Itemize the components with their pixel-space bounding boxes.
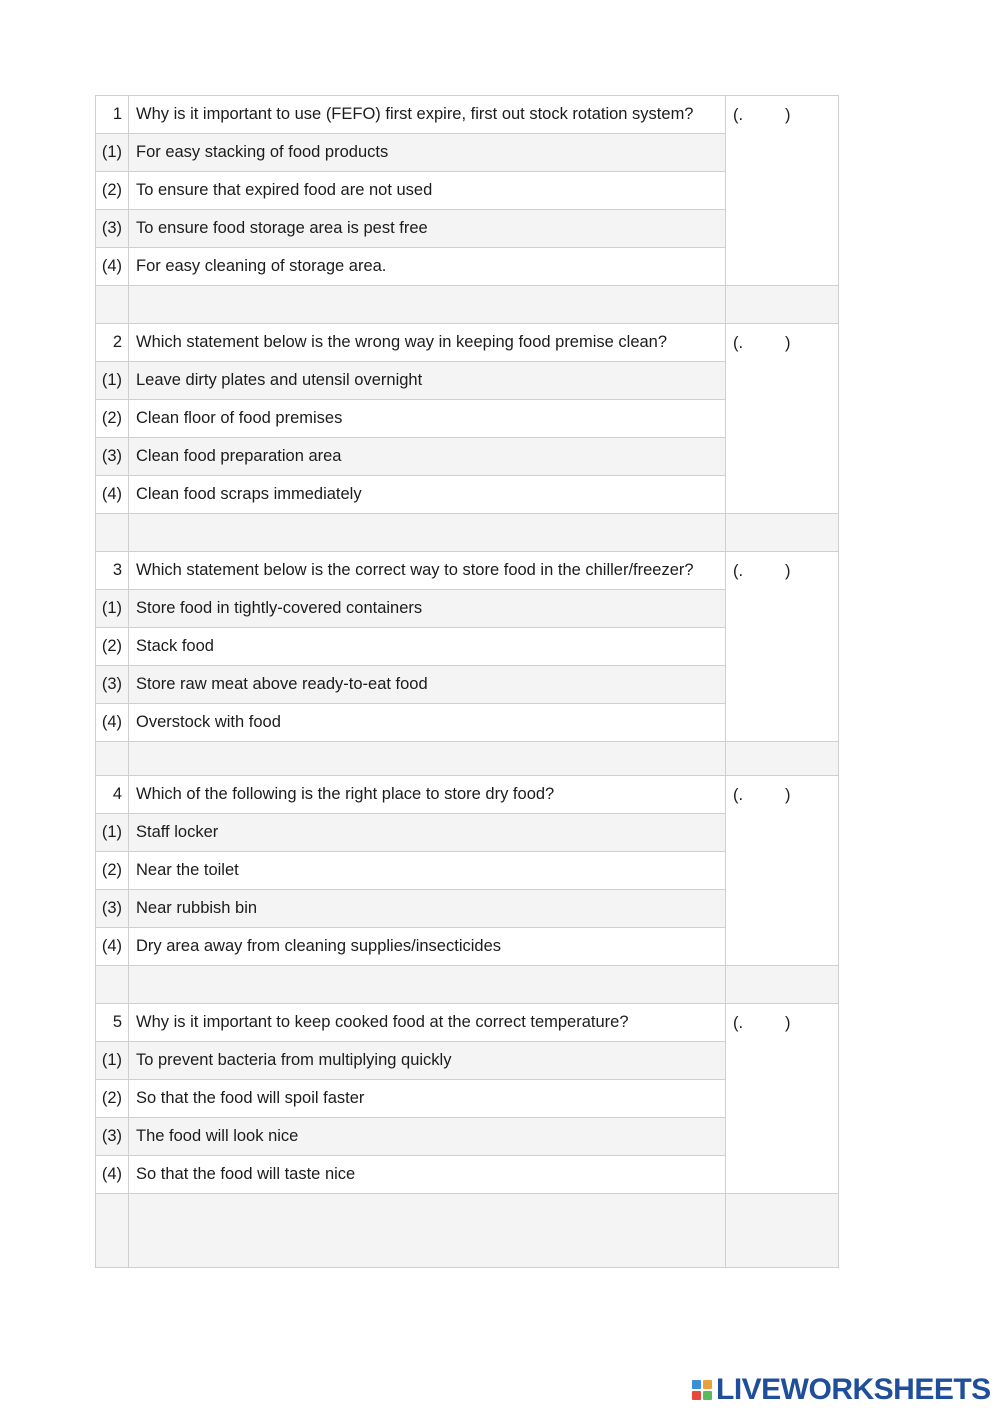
- option-label: (4): [96, 704, 129, 742]
- option-text: Clean floor of food premises: [129, 400, 726, 438]
- option-text: To prevent bacteria from multiplying quickly: [129, 1042, 726, 1080]
- question-text: Why is it important to use (FEFO) first expire, first out stock rotation system?: [129, 96, 726, 134]
- answer-open-bracket: (.: [733, 561, 744, 580]
- question-row: [96, 1004, 839, 1042]
- spacer-cell: [129, 286, 726, 324]
- answer-close-bracket: ): [785, 1013, 791, 1032]
- option-label: (4): [96, 248, 129, 286]
- spacer-cell: [726, 742, 839, 776]
- spacer-cell: [129, 966, 726, 1004]
- spacer-row: [96, 514, 839, 552]
- option-text: Overstock with food: [129, 704, 726, 742]
- spacer-cell: [726, 514, 839, 552]
- option-text: To ensure food storage area is pest free: [129, 210, 726, 248]
- answer-blank[interactable]: [726, 324, 838, 362]
- spacer-cell: [96, 1194, 129, 1268]
- answer-cell[interactable]: [726, 552, 839, 742]
- option-label: (1): [96, 590, 129, 628]
- option-text: To ensure that expired food are not used: [129, 172, 726, 210]
- option-label: (4): [96, 1156, 129, 1194]
- spacer-cell: [96, 742, 129, 776]
- spacer-cell: [129, 742, 726, 776]
- option-label: (4): [96, 928, 129, 966]
- option-text: Near rubbish bin: [129, 890, 726, 928]
- logo-square: [692, 1380, 701, 1389]
- liveworksheets-logo: [692, 1374, 991, 1406]
- spacer-cell: [726, 966, 839, 1004]
- question-row: [96, 776, 839, 814]
- spacer-cell: [96, 966, 129, 1004]
- option-label: (3): [96, 1118, 129, 1156]
- option-text: Dry area away from cleaning supplies/insecticides: [129, 928, 726, 966]
- spacer-cell: [96, 286, 129, 324]
- spacer-cell: [129, 1194, 726, 1268]
- answer-cell[interactable]: [726, 776, 839, 966]
- answer-open-bracket: (.: [733, 105, 744, 124]
- option-label: (1): [96, 134, 129, 172]
- option-label: (2): [96, 852, 129, 890]
- spacer-row: [96, 966, 839, 1004]
- question-text: Which statement below is the wrong way in keeping food premise clean?: [129, 324, 726, 362]
- option-text: For easy stacking of food products: [129, 134, 726, 172]
- question-row: [96, 96, 839, 134]
- question-number: 1: [96, 96, 129, 134]
- answer-blank[interactable]: [726, 1004, 838, 1042]
- option-label: (2): [96, 172, 129, 210]
- question-text: Which statement below is the correct way to store food in the chiller/freezer?: [129, 552, 726, 590]
- worksheet-table: [95, 95, 839, 1268]
- spacer-row: [96, 1194, 839, 1268]
- answer-close-bracket: ): [785, 785, 791, 804]
- option-label: (2): [96, 1080, 129, 1118]
- question-row: [96, 552, 839, 590]
- option-text: Stack food: [129, 628, 726, 666]
- logo-square: [703, 1391, 712, 1400]
- question-text: Which of the following is the right place to store dry food?: [129, 776, 726, 814]
- spacer-cell: [726, 1194, 839, 1268]
- option-text: Store food in tightly-covered containers: [129, 590, 726, 628]
- spacer-row: [96, 286, 839, 324]
- option-label: (1): [96, 362, 129, 400]
- question-row: [96, 324, 839, 362]
- option-label: (3): [96, 210, 129, 248]
- spacer-row: [96, 742, 839, 776]
- option-label: (3): [96, 666, 129, 704]
- answer-cell[interactable]: [726, 96, 839, 286]
- spacer-cell: [726, 286, 839, 324]
- option-text: Staff locker: [129, 814, 726, 852]
- option-text: Near the toilet: [129, 852, 726, 890]
- answer-open-bracket: (.: [733, 1013, 744, 1032]
- option-label: (3): [96, 890, 129, 928]
- option-text: The food will look nice: [129, 1118, 726, 1156]
- question-number: 3: [96, 552, 129, 590]
- answer-cell[interactable]: [726, 324, 839, 514]
- answer-close-bracket: ): [785, 333, 791, 352]
- option-text: Clean food preparation area: [129, 438, 726, 476]
- option-label: (1): [96, 814, 129, 852]
- option-label: (2): [96, 400, 129, 438]
- question-number: 5: [96, 1004, 129, 1042]
- logo-squares-icon: [692, 1380, 712, 1400]
- option-label: (1): [96, 1042, 129, 1080]
- answer-blank[interactable]: [726, 552, 838, 590]
- logo-text: LIVEWORKSHEETS: [716, 1373, 991, 1406]
- option-text: Store raw meat above ready-to-eat food: [129, 666, 726, 704]
- question-number: 4: [96, 776, 129, 814]
- option-text: So that the food will taste nice: [129, 1156, 726, 1194]
- question-number: 2: [96, 324, 129, 362]
- answer-open-bracket: (.: [733, 333, 744, 352]
- spacer-cell: [96, 514, 129, 552]
- answer-blank[interactable]: [726, 776, 838, 814]
- logo-square: [692, 1391, 701, 1400]
- answer-close-bracket: ): [785, 561, 791, 580]
- option-text: For easy cleaning of storage area.: [129, 248, 726, 286]
- logo-square: [703, 1380, 712, 1389]
- answer-cell[interactable]: [726, 1004, 839, 1194]
- option-label: (4): [96, 476, 129, 514]
- option-label: (3): [96, 438, 129, 476]
- option-label: (2): [96, 628, 129, 666]
- answer-open-bracket: (.: [733, 785, 744, 804]
- worksheet-body: [96, 96, 839, 1268]
- option-text: Leave dirty plates and utensil overnight: [129, 362, 726, 400]
- answer-close-bracket: ): [785, 105, 791, 124]
- answer-blank[interactable]: [726, 96, 838, 134]
- option-text: Clean food scraps immediately: [129, 476, 726, 514]
- question-text: Why is it important to keep cooked food at the correct temperature?: [129, 1004, 726, 1042]
- spacer-cell: [129, 514, 726, 552]
- option-text: So that the food will spoil faster: [129, 1080, 726, 1118]
